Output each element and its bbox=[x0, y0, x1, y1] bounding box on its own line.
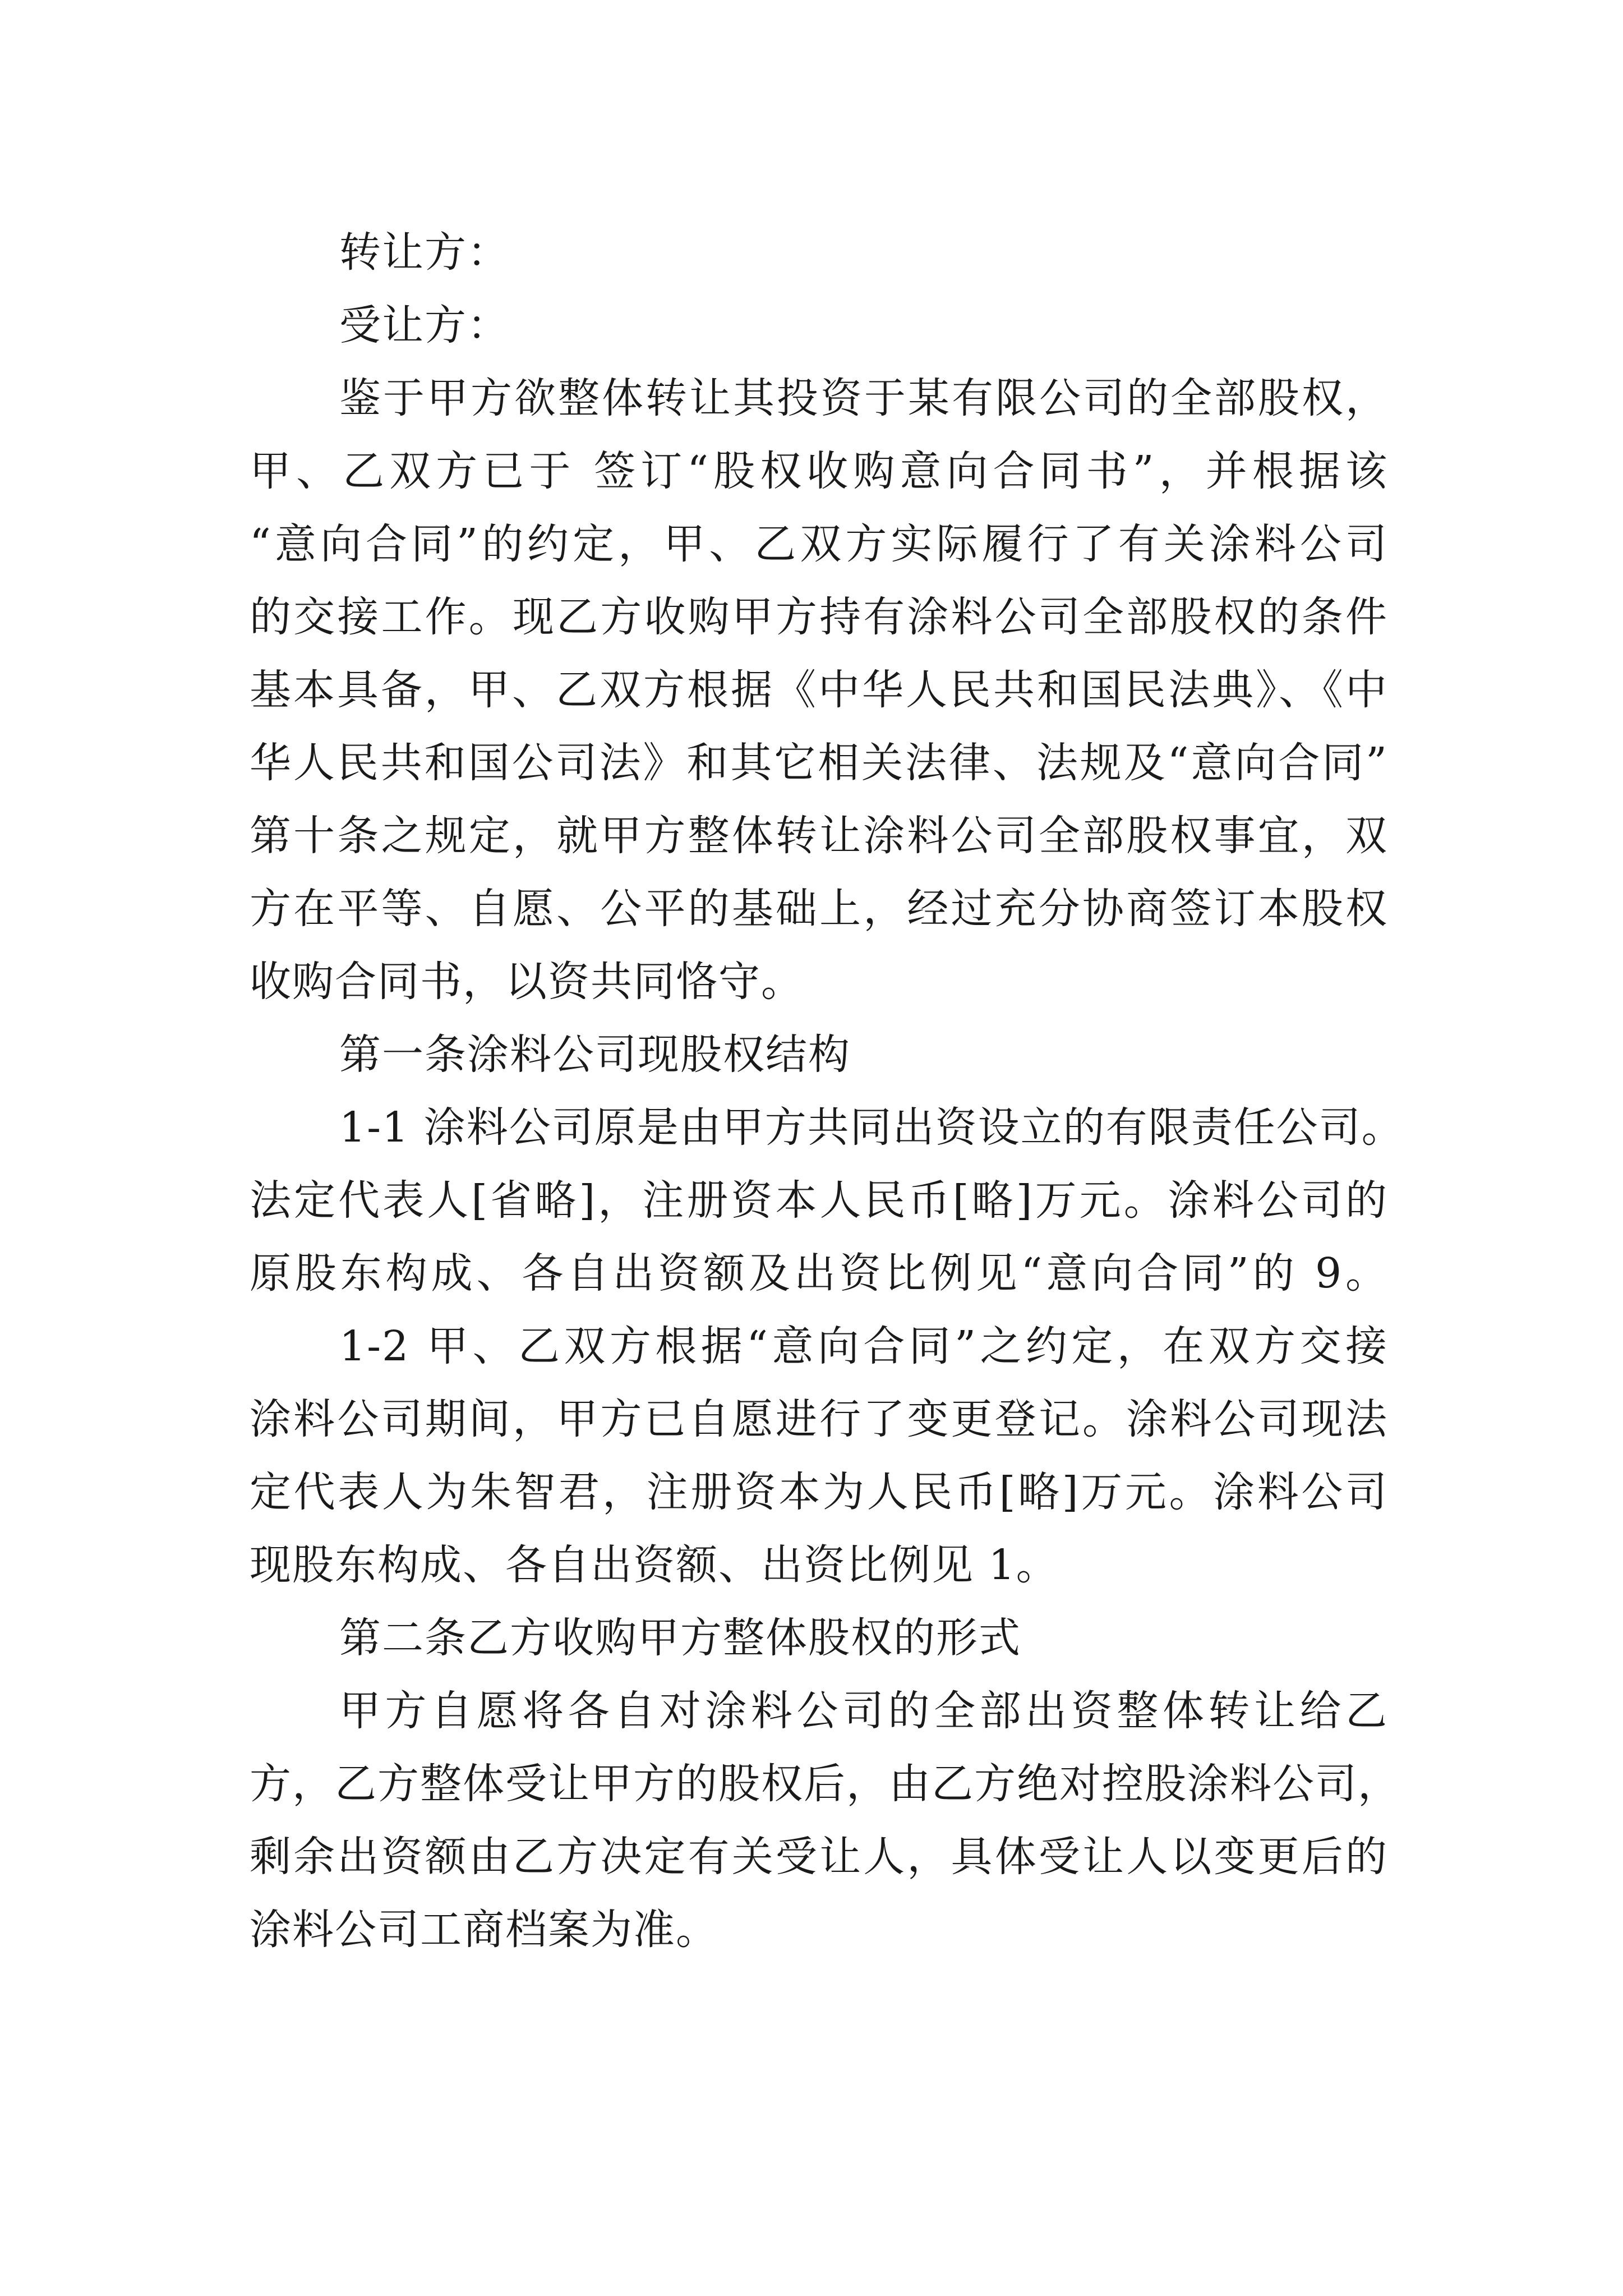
text-line: 的交接工作。现乙方收购甲方持有涂料公司全部股权的条件 bbox=[250, 593, 1388, 641]
text-line: 原股东构成、各自出资额及出资比例见“意向合同”的 9。 bbox=[250, 1249, 1388, 1297]
text-line: 1-1 涂料公司原是由甲方共同出资设立的有限责任公司。 bbox=[339, 1103, 1404, 1152]
text-line: 剩余出资额由乙方决定有关受让人，具体受让人以变更后的 bbox=[250, 1833, 1388, 1881]
text-line: 华人民共和国公司法》和其它相关法律、法规及“意向合同” bbox=[250, 739, 1388, 787]
text-line: 转让方： bbox=[339, 228, 510, 277]
text-line: 第十条之规定，就甲方整体转让涂料公司全部股权事宜，双 bbox=[250, 812, 1388, 860]
text-line: 涂料公司期间，甲方已自愿进行了变更登记。涂料公司现法 bbox=[250, 1395, 1388, 1443]
text-line: 现股东构成、各自出资额、出资比例见 1。 bbox=[250, 1541, 1059, 1589]
text-line: 鉴于甲方欲整体转让其投资于某有限公司的全部股权， bbox=[339, 374, 1388, 422]
text-line: 收购合同书，以资共同恪守。 bbox=[250, 958, 804, 1006]
text-line: 法定代表人[省略]，注册资本人民币[略]万元。涂料公司的 bbox=[250, 1176, 1388, 1225]
section-heading: 第二条乙方收购甲方整体股权的形式 bbox=[339, 1614, 1021, 1662]
text-line: 定代表人为朱智君，注册资本为人民币[略]万元。涂料公司 bbox=[250, 1468, 1388, 1516]
text-line: 1-2 甲、乙双方根据“意向合同”之约定，在双方交接 bbox=[339, 1322, 1388, 1370]
text-line: 方在平等、自愿、公平的基础上，经过充分协商签订本股权 bbox=[250, 885, 1388, 933]
text-line: 方，乙方整体受让甲方的股权后，由乙方绝对控股涂料公司， bbox=[250, 1760, 1400, 1808]
text-line: 甲方自愿将各自对涂料公司的全部出资整体转让给乙 bbox=[339, 1687, 1388, 1735]
document-page bbox=[250, 216, 1404, 1966]
text-line: “意向合同”的约定，甲、乙双方实际履行了有关涂料公司 bbox=[250, 520, 1388, 568]
text-line: 涂料公司工商档案为准。 bbox=[250, 1906, 718, 1954]
section-heading: 第一条涂料公司现股权结构 bbox=[339, 1030, 851, 1079]
text-line: 受让方： bbox=[339, 301, 510, 349]
text-line: 基本具备，甲、乙双方根据《中华人民共和国民法典》、《中 bbox=[250, 666, 1388, 714]
text-line: 甲、乙双方已于 签订“股权收购意向合同书”，并根据该 bbox=[250, 447, 1388, 495]
